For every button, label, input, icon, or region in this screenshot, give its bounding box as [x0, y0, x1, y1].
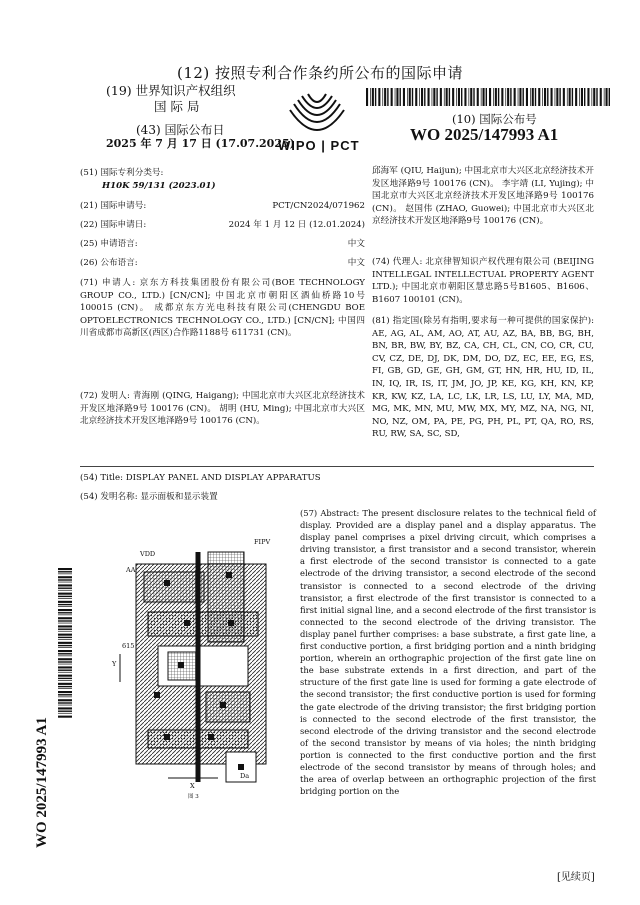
app-date-label: (22) 国际申请日:: [80, 220, 147, 230]
org-name: 世界知识产权组织: [135, 83, 236, 98]
field-25: [80, 238, 365, 251]
label-615: 615: [122, 642, 135, 650]
continued-note: [见续页]: [557, 872, 595, 883]
pixel-circuit-drawing: [108, 542, 290, 798]
pub-lang-value: 中文: [347, 258, 365, 268]
inventors: (72) 发明人: 青海刚 (QING, Haigang); 中国北京市大兴区北京经济技术开发区地泽路9号 100176 (CN)。 胡明 (HU, Ming); 中国北京市大兴区北京经济技术开发区地泽路9号 100176 (CN)。: [80, 391, 365, 427]
title-cn: (54) 发明名称: 显示面板和显示装置: [80, 492, 218, 502]
app-no-label: (21) 国际申请号:: [80, 201, 147, 211]
label-y: Y: [112, 660, 117, 668]
applicants: (71) 申请人: 京东方科技集团股份有限公司(BOE TECHNOLOGY GROUP CO., LTD.) [CN/CN]; 中国北京市朝阳区酒仙桥路10号 100015 (CN)。 成都京东方光电科技有限公司(CHENGDU BOE OPTOELECTRONICS TECHNOLOGY CO., LTD.) [CN/CN]; 中国四川省成都市高新区(西区)合作路1188号 611731 (CN)。: [80, 278, 365, 339]
label-aa: AA: [126, 566, 136, 574]
label-fipv: FIPV: [254, 538, 271, 546]
org-code: (19): [106, 83, 132, 98]
pubdate-value: 2025 年 7 月 17 日 (17.07.2025): [106, 137, 295, 150]
logo-text: WIPO | PCT: [278, 138, 360, 153]
publication-number: WO 2025/147993 A1: [410, 125, 559, 144]
pubdate-label: (43) 国际公布日: [136, 123, 225, 137]
wipo-logo: [272, 90, 362, 156]
label-vdd: VDD: [140, 550, 156, 558]
divider: [80, 466, 594, 467]
agent: (74) 代理人: 北京律智知识产权代理有限公司 (BEIJING INTELLEGAL INTELLECTUAL PROPERTY AGENT LTD.); 中国北京市朝阳区慧忠路5号B1605、B1606、B1607 100101 (CN)。: [372, 257, 594, 305]
figure-pixel-layout: [108, 538, 290, 800]
abstract: (57) Abstract: The present disclosure relates to the technical field of display. Provided are a display panel and a display apparatus. The display panel comprises a pixel driving circuit, which comprises a driving transistor, a first transistor and a second transistor, wherein a first electrode of the second transistor is connected to a gate electrode of the driving transistor, a second electrode of the second transistor is connected to a second electrode of the driving transistor, a first electrode of the first transistor is connected to a first initial signal line, and a second electrode of the first transistor is connected to the second electrode of the driving transistor. The display panel further comprises: a base substrate, a first gate line, a first conductive portion, a first bridging portion and a ninth bridging portion, wherein an orthographic projection of the first gate line on the base substrate extends in a first direction, and part of the structure of the first gate line is used for forming a gate electrode of the second transistor; the first conductive portion is used for forming the gate electrode of the driving transistor; the first bridging portion is connected to the second electrode of the first transistor, the second electrode of the driving transistor and the second electrode of the second transistor by means of via holes; the ninth bridging portion is connected to the first conductive portion and the first electrode of the second transistor by means of through holes; and the area of overlap between an orthographic projection of the first bridging portion on the: [300, 508, 596, 797]
inventors-continued: 邱海军 (QIU, Haijun); 中国北京市大兴区北京经济技术开发区地泽路9号 100176 (CN)。 李宇靖 (LI, Yujing); 中国北京市大兴区北京经济技术开发区地泽路9号 100176 (CN)。 赵国伟 (ZHAO, Guowei); 中国北京市大兴区北京经济技术开发区地泽路9号 100176 (CN)。: [372, 166, 594, 227]
side-publication-number: WO 2025/147993 A1: [34, 717, 50, 848]
field-51: [80, 167, 365, 192]
field-26: [80, 257, 365, 270]
pubno-label: (10) 国际公布号: [452, 112, 537, 126]
filing-lang-label: (25) 申请语言:: [80, 239, 138, 249]
barcode-side: [58, 568, 72, 718]
field-21: [80, 200, 365, 213]
wipo-organization: [106, 83, 266, 115]
barcode-top: [366, 88, 612, 106]
designated-states: (81) 指定国(除另有指明,要求每一种可提供的国家保护): AE, AG, AL, AM, AO, AT, AU, AZ, BA, BB, BG, BH, BN, BR, BW, BY, BZ, CA, CH, CL, CN, CO, CR, CU, CV, CZ, DE, DJ, DK, DM, DO, DZ, EC, EE, EG, ES, FI, GB, GD, GE, GH, GM, GT, HN, HR, HU, ID, IL, IN, IQ, IR, IS, IT, JM, JO, JP, KE, KG, KH, KN, KP, KR, KW, KZ, LA, LC, LK, LR, LS, LU, LY, MA, MD, MG, MK, MN, MU, MW, MX, MY, MZ, NA, NG, NI, NO, NZ, OM, PA, PE, PG, PH, PL, PT, QA, RO, RS, RU, RW, SA, SC, SD,: [372, 316, 594, 440]
app-date-value: 2024 年 1 月 12 日 (12.01.2024): [228, 220, 365, 230]
field-22: [80, 219, 365, 232]
filing-lang-value: 中文: [347, 239, 365, 249]
pub-lang-label: (26) 公布语言:: [80, 258, 138, 268]
figure-caption: 图 3: [188, 794, 199, 800]
app-no-value: PCT/CN2024/071962: [272, 201, 365, 211]
org-bureau: 国 际 局: [154, 99, 200, 114]
publication-date-block: [106, 123, 295, 151]
ipc-value: H10K 59/131 (2023.01): [102, 180, 216, 191]
document-title: (12) 按照专利合作条约所公布的国际申请: [176, 64, 464, 82]
ipc-label: (51) 国际专利分类号:: [80, 168, 164, 178]
title-en: (54) Title: DISPLAY PANEL AND DISPLAY APPARATUS: [80, 473, 321, 483]
label-x: X: [190, 782, 195, 790]
label-da: Da: [240, 772, 250, 780]
